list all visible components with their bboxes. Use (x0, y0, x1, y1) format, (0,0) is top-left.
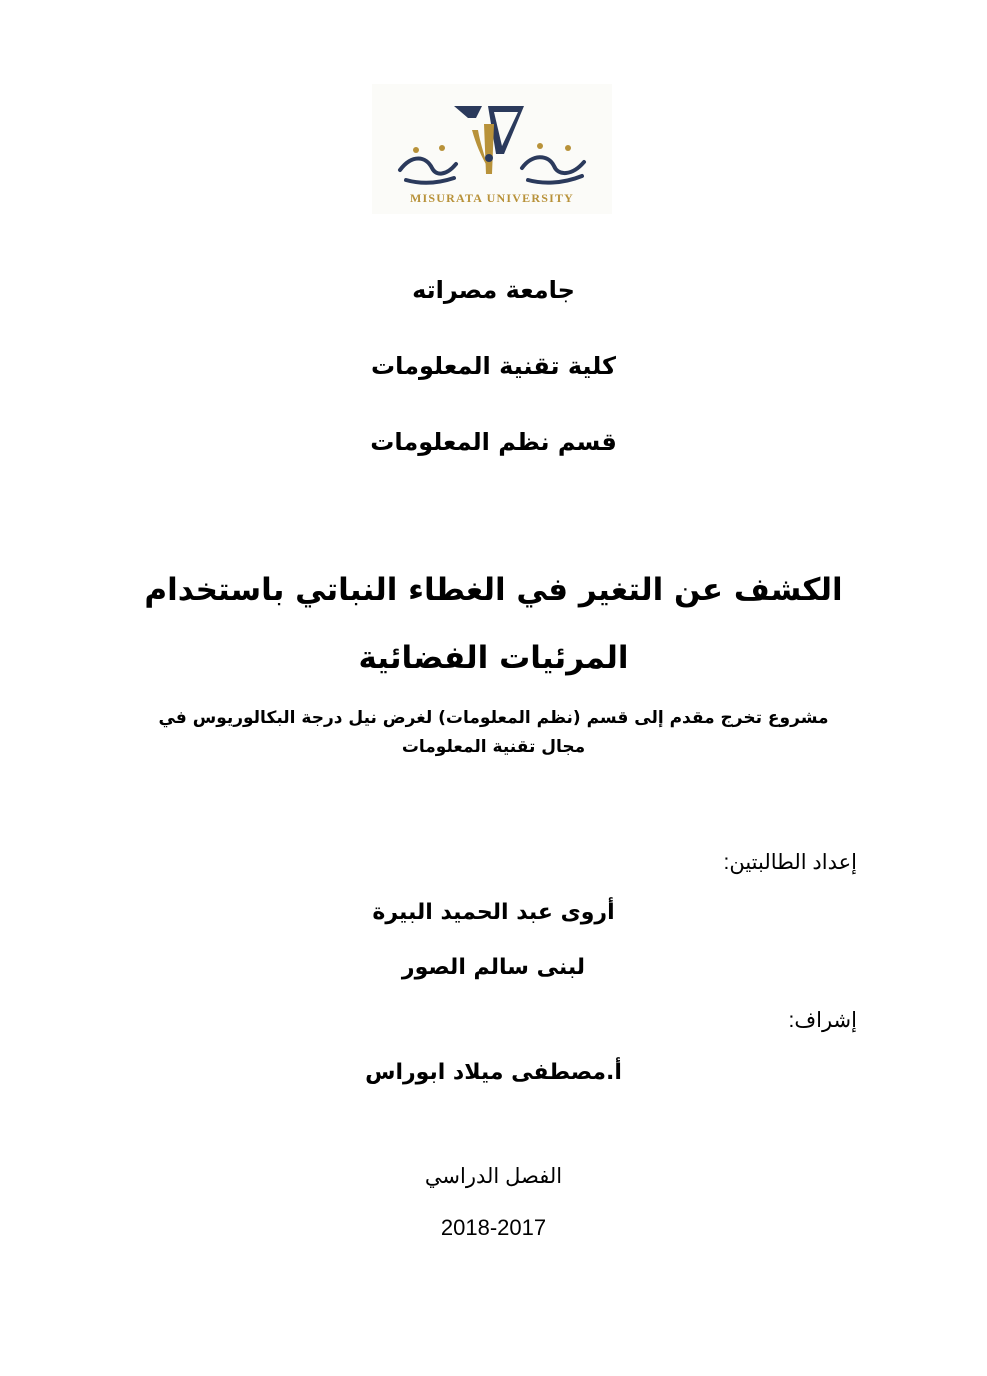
supervision-label: إشراف: (788, 1009, 857, 1032)
semester-label: الفصل الدراسي (424, 1165, 563, 1188)
faculty-name: كلية تقنية المعلومات (371, 352, 616, 380)
thesis-subtitle-line-2: مجال تقنية المعلومات (401, 737, 586, 757)
university-name: جامعة مصراته (412, 276, 575, 304)
academic-year: 2018-2017 (440, 1215, 547, 1240)
thesis-title-line-2: المرئيات الفضائية (358, 640, 629, 676)
department-name: قسم نظم المعلومات (370, 428, 617, 456)
prepared-by-label: إعداد الطالبتين: (723, 851, 857, 874)
logo-english-text: MISURATA UNIVERSITY (409, 191, 575, 205)
thesis-subtitle-line-1: مشروع تخرج مقدم إلى قسم (نظم المعلومات) لغرض نيل درجة البكالوريوس في (158, 708, 829, 728)
thesis-title-line-1: الكشف عن التغير في الغطاء النباتي باستخدام (144, 572, 843, 608)
student-name-1: أروى عبد الحميد البيرة (372, 900, 615, 925)
student-name-2: لبنى سالم الصور (401, 955, 586, 980)
university-logo (372, 84, 612, 214)
supervisor-name: أ.مصطفى ميلاد ابوراس (365, 1060, 622, 1085)
